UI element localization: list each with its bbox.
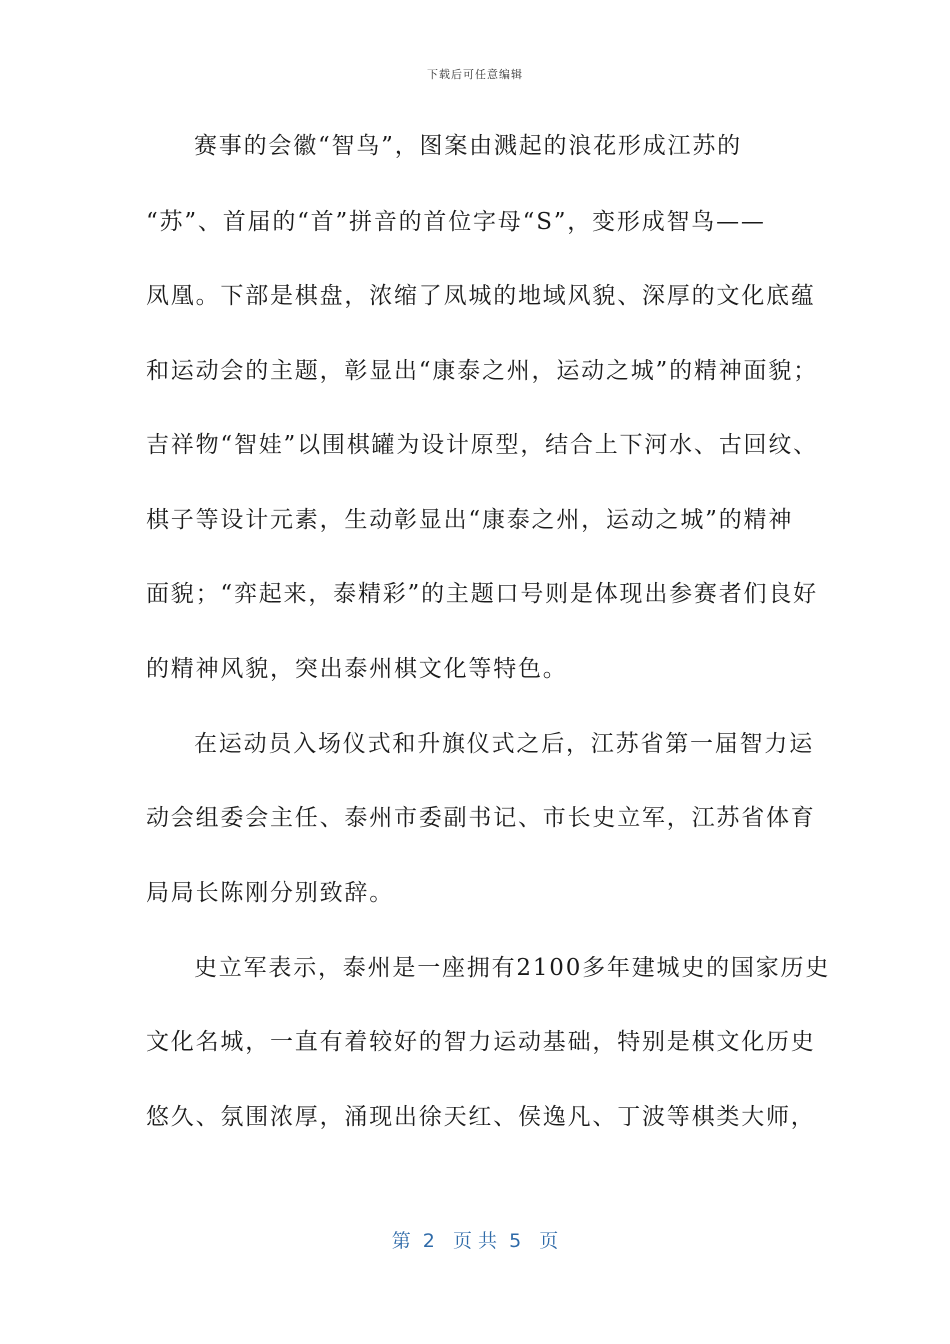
- paragraph-1-line-3: 凤凰。下部是棋盘，浓缩了凤城的地域风貌、深厚的文化底蕴: [146, 283, 816, 309]
- paragraph-2-line-2: 动会组委会主任、泰州市委副书记、市长史立军，江苏省体育: [146, 805, 816, 831]
- paragraph-2-line-1: 在运动员入场仪式和升旗仪式之后，江苏省第一届智力运: [194, 731, 814, 757]
- paragraph-1-line-6: 棋子等设计元素，生动彰显出“康泰之州，运动之城”的精神: [146, 507, 794, 533]
- page-header-note: 下载后可任意编辑: [427, 68, 523, 81]
- paragraph-1-line-1: 赛事的会徽“智鸟”，图案由溅起的浪花形成江苏的: [194, 133, 742, 159]
- paragraph-2-line-3: 局局长陈刚分别致辞。: [146, 880, 394, 906]
- paragraph-3-line-3: 悠久、氛围浓厚，涌现出徐天红、侯逸凡、丁波等棋类大师，: [146, 1104, 816, 1130]
- paragraph-1-line-4: 和运动会的主题，彰显出“康泰之州，运动之城”的精神面貌；: [146, 358, 818, 384]
- paragraph-1-line-7: 面貌；“弈起来，泰精彩”的主题口号则是体现出参赛者们良好: [146, 581, 818, 607]
- paragraph-1-line-5: 吉祥物“智娃”以围棋罐为设计原型，结合上下河水、古回纹、: [146, 432, 818, 458]
- paragraph-3-line-1: 史立军表示，泰州是一座拥有2100多年建城史的国家历史: [194, 955, 831, 981]
- paragraph-3-line-2: 文化名城，一直有着较好的智力运动基础，特别是棋文化历史: [146, 1029, 816, 1055]
- paragraph-1-line-2: “苏”、首届的“首”拼音的首位字母“S”，变形成智鸟——: [146, 209, 766, 235]
- page-number-footer: 第 2 页 共 5 页: [391, 1230, 559, 1252]
- paragraph-1-line-8: 的精神风貌，突出泰州棋文化等特色。: [146, 656, 568, 682]
